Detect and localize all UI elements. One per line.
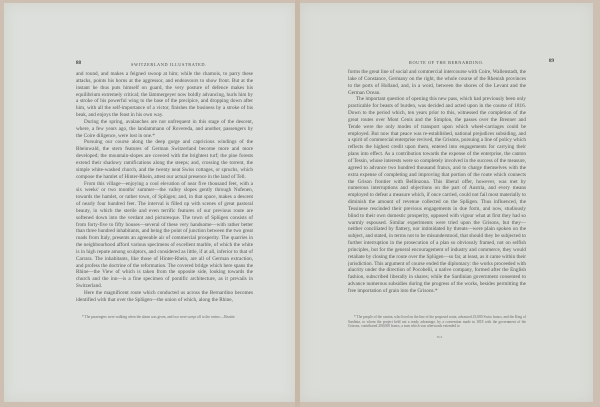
left-paragraph: Pursuing our course along the deep gorge and capricious windings of the Rheinwald, the stern features of German Switzerland become more and more developed; the mountain-slopes are covered with the brightest turf; the pine forests extend their shadowy ramifications along the steeps; and, crossing the torrent, the simple white-washed church, and the twenty neat Swiss cottages, or spruchs, which compose the hamlet of Hinter-Rhein, attest our actual presence in the land of Tell.: [76, 139, 253, 180]
right-page-number: 89: [549, 59, 554, 64]
right-footnote: [348, 315, 526, 329]
right-paragraph: The important question of opening this new pass, which had previously been only practicable for beasts of burden, was decided and acted upon in the course of 1816. Down to the period which, ten years prior to this, witnessed the completion of the great routes over Mont Cenis and the Simplon, the passes over the Brenner and Tende were the only modes of transport upon which wheel-carriages could be employed. But now that peace was re-established, national prejudices subsiding, and a spirit of commercial enterprise revived, the Grisons, pursuing a line of policy which reflects the highest credit upon them, entered into engagements for carrying their plans into effect. As a contribution towards the expense of the enterprise, the canton of Tessin, whose interests were so completely involved in the success of the measure, agreed to advance two hundred thousand francs, and to charge themselves with the extra expense of completing and improving that portion of the route which connects the Grison frontier with Bellinzona. This liberal offer, however, was met by numerous interruptions and objections on the part of Austria, and every means employed to defeat a measure which, if once carried, could not fail most materially to diminish the amount of revenue collected on the Splügen. Thus influenced, the Tessinese rescinded their previous engagements in due form, and now, studiously blind to their own domestic prosperity, opposed with vigour what at first they had so warmly espoused. Similar experiments were tried upon the Grisons, but they—neither conciliated by flattery, nor intimidated by threats—were plain spoken on the subject, and stated, in terms not to be misunderstood, that should they be subjected to further interruption in the prosecution of a plan so obviously framed, not on selfish principles, but for the general encouragement of industry and commerce, they would retaliate by closing the route over the Splügen—so far, at least, as it came within their jurisdiction. This argument of course ended the diplomacy: the works proceeded with alacrity under the direction of Pocobelli, a native company, formed after the English fashion, subscribed liberally in shares; while the Sardinian government consented to advance numerous subsidies during the progress of the works, besides permitting the free importation of grain into the Grisons.*: [348, 96, 526, 294]
left-running-head: SWITZERLAND ILLUSTRATED.: [131, 62, 207, 67]
right-body-text: [348, 69, 526, 294]
right-paragraph: forms the great line of social and commercial intercourse with Coire, Wallenstadt, the lake of Constance, Germany on the right, the whole course of the Rhenish provinces to the ports of Holland, and, in a word, between the shores of the Levant and the German Ocean.: [348, 69, 526, 96]
left-page-number: 88: [76, 61, 81, 66]
left-body-text: [76, 71, 253, 303]
left-paragraph: From this village—enjoying a cool elevation of near five thousand feet, with a six weeks' or two months' summer—the valley slopes gently through Nufenen, towards the hamlet, or rather town, of Splügen; and, in that space, makes a descent of nearly four hundred feet. The interval is filled up with scenes of great pastoral beauty, in which the sterile and even terrific features of our previous route are softened down into the verdant and picturesque. The town of Splügen consists of from forty-five to fifty houses—several of these very handsome—with rather better than three hundred inhabitants, and being the point of junction between the two great roads from Italy, presents an agreeable air of commercial prosperity. The quarries in the neighbourhood afford various specimens of excellent marble, of which the white is in high repute among sculptors, and considered as little, if at all, inferior to that of Carrara. The inhabitants, like those of Hinter-Rhein, are all of German extraction, and profess the doctrine of the reformation. The covered bridge which here spans the Rhine—the View of which is taken from the opposite side, looking towards the church and the inn—is a fine specimen of pontific architecture, as it prevails in Switzerland.: [76, 180, 253, 290]
left-paragraph: Here the magnificent route which conducted us across the Bernardino becomes identified with that over the Splügen—the union of which, along the Rhine,: [76, 290, 253, 303]
left-paragraph: and round, and makes a feigned swoop at him; while the chamois, to parry these attacks, points his horns at the aggressor, and endeavours to show front. But at the instant he thus puts himself on guard, the very posture of defence makes his equilibrium extremely critical; the lämmergeyer now boldly advancing, hurls him by a stroke of his powerful wing to the base of the precipice, and dropping down after him, with all the self-importance of a victor, finishes the business by a stroke of his beak, and enjoys the feast in his own way.: [76, 71, 253, 119]
right-footnote-text: * The people of the canton, who lived on the line of the proposed route, advanced 25,000 Swiss francs; and the King of Sardinia, to whom the project held out a ready advantage, by a convention made in 1818 with the government of the Grisons, contributed 200,000 francs, a sum which was afterwards extended to: [348, 315, 526, 329]
signature-mark: N 2: [437, 335, 443, 339]
left-footnote-text: * The passengers were walking when the alarm was given, and two were swept off to the ravine.—Beattie.: [82, 315, 236, 319]
left-footnote: [76, 315, 253, 320]
left-paragraph: During the spring, avalanches are not unfrequent in this stage of the descent, where, a few years ago, the landammann of Rovereda, and another, passengers by the Coire diligence, were lost in one.*: [76, 118, 253, 139]
right-running-head: ROUTE OF THE BERNARDINO.: [409, 60, 484, 65]
